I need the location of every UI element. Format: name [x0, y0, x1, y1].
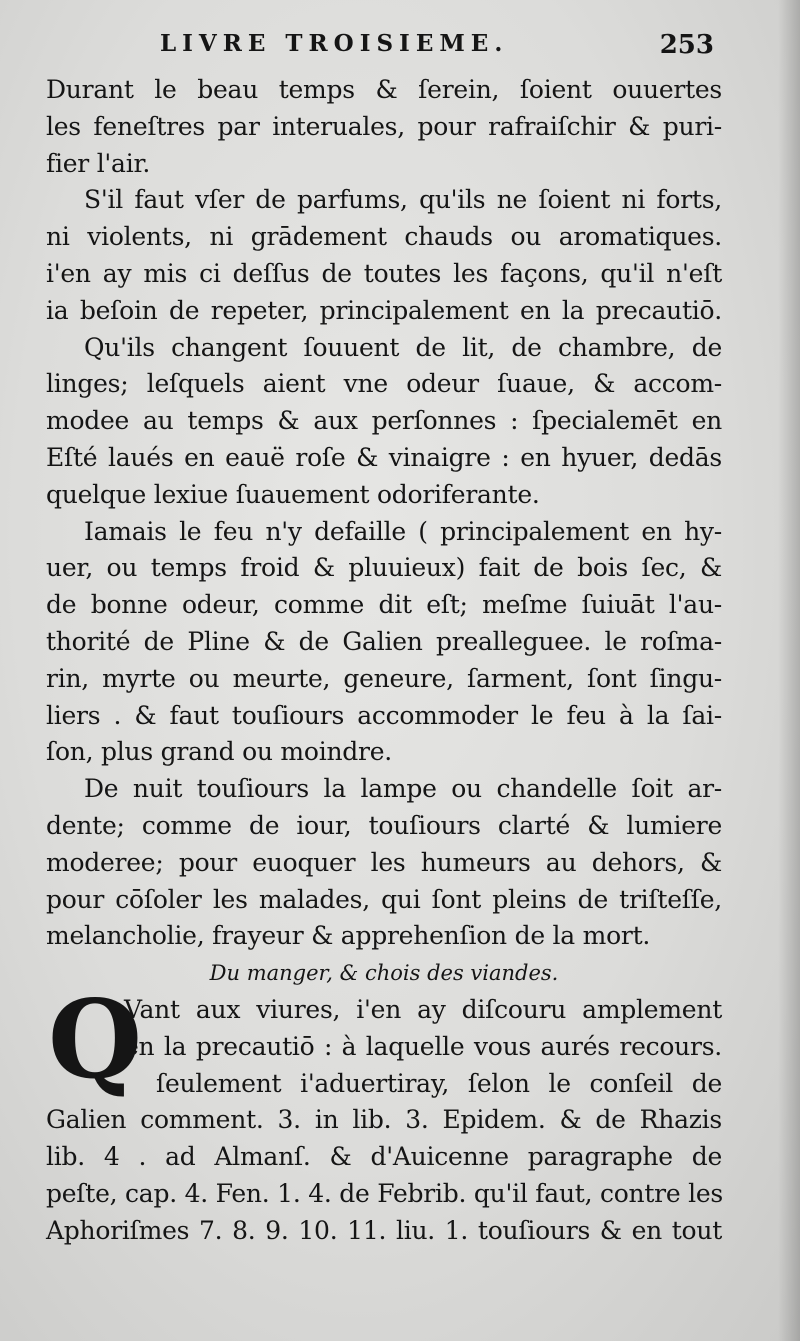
text-line: de bonne odeur, comme dit eſt; meſme ſuiuāt l'au- [46, 590, 722, 620]
text-line: i'en ay mis ci deſſus de toutes les façons, qu'il n'eſt [46, 258, 722, 288]
text-line: S'il faut vſer de parfums, qu'ils ne ſoient ni forts, [84, 185, 722, 215]
text-line: modee au temps & aux perſonnes : ſpecialemēt en [46, 406, 722, 436]
page-number: 253 [659, 30, 714, 60]
text-line: moderee; pour euoquer les humeurs au dehors, & [46, 847, 722, 877]
text-line: rin, myrte ou meurte, geneure, ſarment, ſont ſingu- [46, 663, 722, 693]
text-line: Vant aux viures, i'en ay diſcouru amplement [124, 994, 722, 1024]
text-line: pour cōſoler les malades, qui ſont pleins de triſteſſe, [46, 884, 722, 914]
text-line: les feneſtres par interuales, pour rafraiſchir & puri- [46, 111, 722, 141]
text-line: fier l'air. [46, 148, 151, 178]
text-line: quelque lexiue ſuauement odoriferante. [46, 479, 540, 509]
text-line: ia beſoin de repeter, principalement en la precautiō. [46, 295, 722, 325]
text-line: Qu'ils changent ſouuent de lit, de chambre, de [84, 332, 722, 362]
text-line: uer, ou temps froid & pluuieux) fait de bois ſec, & [46, 553, 722, 583]
section-heading: Du manger, & chois des viandes. [209, 961, 559, 986]
text-line: Aphoriſmes 7. 8. 9. 10. 11. liu. 1. touſiours & en tout [46, 1215, 722, 1245]
running-head [0, 30, 800, 64]
text-line: lib. 4 . ad Almanſ. & d'Auicenne paragraphe de [46, 1142, 722, 1172]
text-line: thorité de Pline & de Galien prealleguee. le roſma- [46, 626, 722, 656]
text-line: ſon, plus grand ou moindre. [46, 737, 392, 767]
running-head-title: LIVRE TROISIEME. [160, 30, 509, 57]
text-line: ni violents, ni grādement chauds ou aromatiques. [46, 222, 722, 252]
text-line: dente; comme de iour, touſiours clarté & lumiere [46, 810, 722, 840]
text-line: peſte, cap. 4. Fen. 1. 4. de Febrib. qu'il faut, contre les [46, 1178, 723, 1208]
text-line: linges; leſquels aient vne odeur ſuaue, & accom- [46, 369, 722, 399]
body-text [46, 72, 722, 1250]
text-line: De nuit touſiours la lampe ou chandelle ſoit ar- [84, 774, 722, 804]
text-line: ſeulement i'aduertiray, ſelon le conſeil de [156, 1068, 722, 1098]
text-line: Iamais le feu n'y defaille ( principalement en hy- [84, 516, 722, 546]
text-line: en la precautiō : à laquelle vous aurés recours. [124, 1031, 722, 1061]
drop-cap-letter: Q [48, 976, 143, 1103]
text-line: melancholie, frayeur & apprehenſion de la mort. [46, 921, 651, 951]
text-line: Galien comment. 3. in lib. 3. Epidem. & de Rhazis [46, 1105, 722, 1135]
text-line: Eſté laués en eauë roſe & vinaigre : en hyuer, dedās [46, 442, 722, 472]
text-line: Durant le beau temps & ſerein, ſoient ouuertes [46, 75, 722, 104]
text-line: liers . & faut touſiours accommoder le feu à la ſai- [46, 700, 722, 730]
page-edge-shadow [778, 0, 800, 1341]
drop-cap-paragraph [46, 976, 723, 1250]
